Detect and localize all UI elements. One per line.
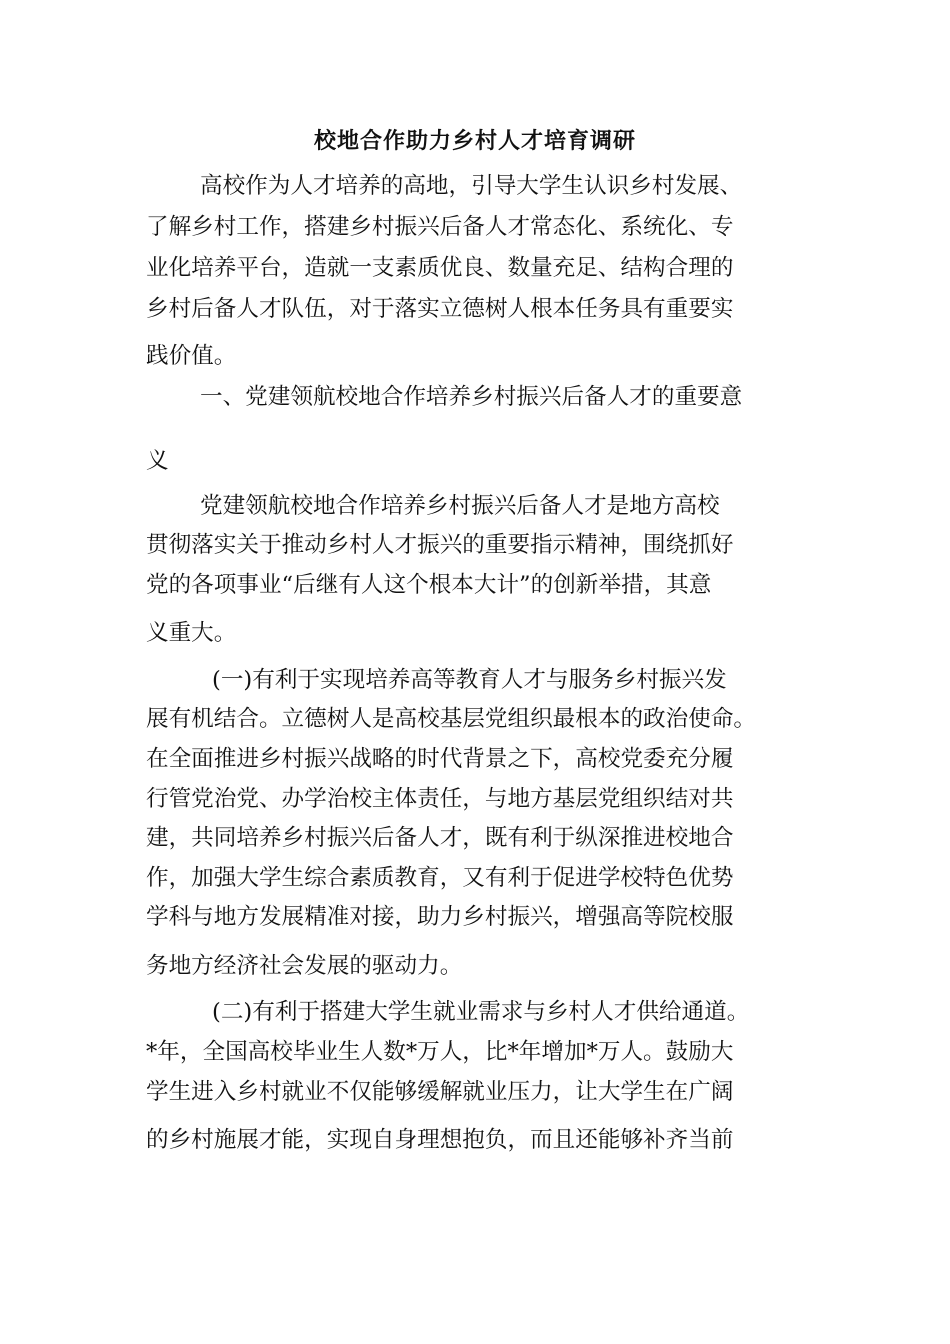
section-heading: 义 — [146, 448, 169, 474]
text-line: 学科与地方发展精准对接，助力乡村振兴，增强高等院校服 — [146, 904, 734, 930]
text-line: 了解乡村工作，搭建乡村振兴后备人才常态化、系统化、专 — [146, 214, 734, 240]
text-line: 践价值。 — [146, 343, 237, 369]
section-heading: 一、党建领航校地合作培养乡村振兴后备人才的重要意 — [200, 384, 743, 410]
document-title: 校地合作助力乡村人才培育调研 — [313, 128, 636, 154]
subsection-heading: (二)有利于搭建大学生就业需求与乡村人才供给通道。 — [212, 999, 750, 1025]
text-line: 学生进入乡村就业不仅能够缓解就业压力，让大学生在广阔 — [146, 1079, 734, 1105]
text-line: 党建领航校地合作培养乡村振兴后备人才是地方高校 — [200, 493, 720, 519]
text-line: 展有机结合。立德树人是高校基层党组织最根本的政治使命。 — [146, 706, 757, 732]
text-line: 义重大。 — [146, 620, 237, 646]
text-line: 业化培养平台，造就一支素质优良、数量充足、结构合理的 — [146, 255, 734, 281]
text-line: 作，加强大学生综合素质教育，又有利于促进学校特色优势 — [146, 865, 734, 891]
text-line: 党的各项事业“后继有人这个根本大计”的创新举措，其意 — [146, 572, 712, 598]
text-line: 贯彻落实关于推动乡村人才振兴的重要指示精神，围绕抓好 — [146, 532, 734, 558]
text-line: 高校作为人才培养的高地，引导大学生认识乡村发展、 — [200, 173, 743, 199]
text-line: 在全面推进乡村振兴战略的时代背景之下，高校党委充分履 — [146, 746, 734, 772]
subsection-heading: (一)有利于实现培养高等教育人才与服务乡村振兴发 — [212, 667, 727, 693]
text-line: 建，共同培养乡村振兴后备人才，既有利于纵深推进校地合 — [146, 825, 734, 851]
text-line: *年，全国高校毕业生人数*万人，比*年增加*万人。鼓励大 — [146, 1039, 734, 1065]
text-line: 乡村后备人才队伍，对于落实立德树人根本任务具有重要实 — [146, 296, 734, 322]
text-line: 务地方经济社会发展的驱动力。 — [146, 953, 463, 979]
text-line: 的乡村施展才能，实现自身理想抱负，而且还能够补齐当前 — [146, 1127, 734, 1153]
text-line: 行管党治党、办学治校主体责任，与地方基层党组织结对共 — [146, 786, 734, 812]
